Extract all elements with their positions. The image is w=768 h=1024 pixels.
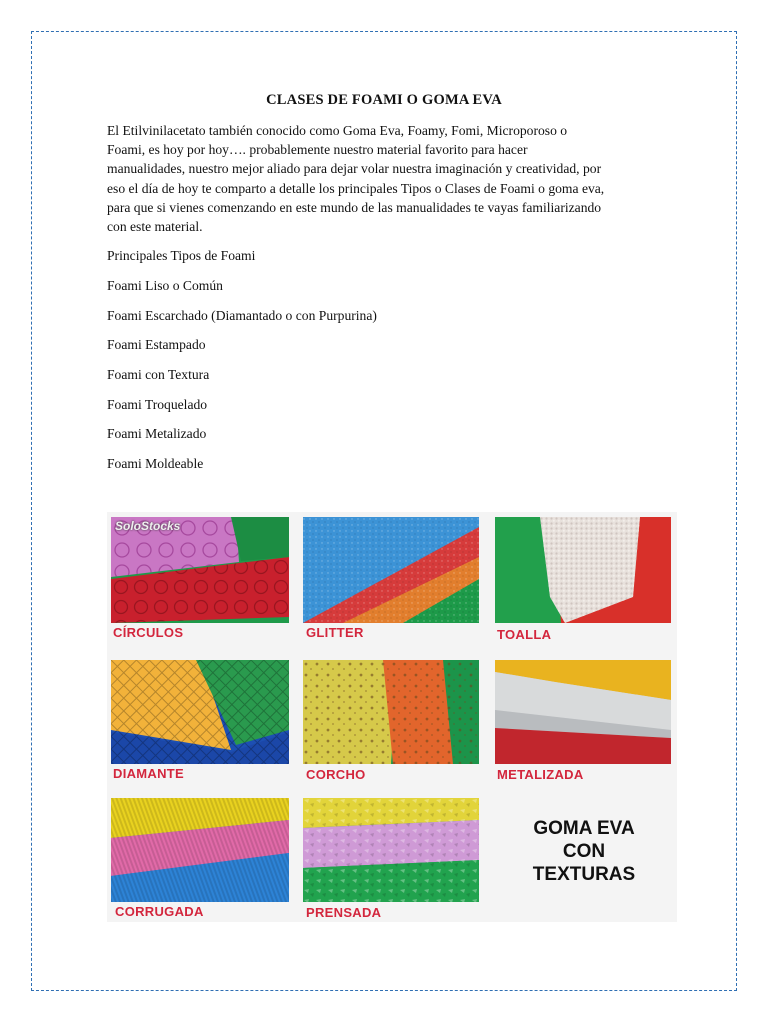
label-glitter: GLITTER — [306, 625, 364, 640]
type-item-textura: Foami con Textura — [107, 367, 210, 382]
tile-toalla — [495, 517, 671, 623]
watermark: SoloStocks — [115, 519, 181, 533]
intro-line: con este material. — [107, 219, 203, 235]
type-item-metalizado: Foami Metalizado — [107, 426, 207, 441]
promo-line: TEXTURAS — [532, 864, 636, 885]
tile-circulos — [111, 517, 289, 623]
intro-line: eso el día de hoy te comparto a detalle los principales Tipos o Clases de Foami o goma eva, — [107, 180, 605, 196]
label-prensada: PRENSADA — [306, 905, 382, 920]
tile-corcho — [303, 660, 479, 764]
label-corcho: CORCHO — [306, 767, 366, 782]
tile-glitter — [303, 517, 479, 623]
label-toalla: TOALLA — [497, 627, 552, 642]
intro-line: manualidades, nuestro mejor aliado para dejar volar nuestra imaginación y creatividad, por — [107, 161, 602, 177]
type-item-estampado: Foami Estampado — [107, 337, 206, 352]
promo-text — [495, 817, 673, 886]
tile-diamante — [111, 660, 289, 764]
tile-metalizada — [495, 660, 671, 764]
intro-line: para que si vienes comenzando en este mundo de las manualidades te vayas familiarizando — [107, 199, 602, 215]
type-item-escarchado: Foami Escarchado (Diamantado o con Purpurina) — [107, 308, 377, 323]
label-corrugada: CORRUGADA — [115, 904, 204, 919]
type-item-liso: Foami Liso o Común — [107, 278, 223, 293]
promo-line: CON — [562, 841, 606, 862]
tile-corrugada — [111, 798, 289, 902]
type-item-troquelado: Foami Troquelado — [107, 397, 208, 412]
intro-paragraph — [107, 121, 662, 236]
label-metalizada: METALIZADA — [497, 767, 584, 782]
document-title: CLASES DE FOAMI O GOMA EVA — [266, 92, 502, 108]
type-item-moldeable: Foami Moldeable — [107, 456, 204, 471]
tile-prensada — [303, 798, 479, 902]
intro-line: Foami, es hoy por hoy…. probablemente nuestro material favorito para hacer — [107, 142, 528, 158]
subheading: Principales Tipos de Foami — [107, 248, 256, 263]
label-circulos: CÍRCULOS — [113, 625, 184, 640]
intro-line: El Etilvinilacetato también conocido como Goma Eva, Foamy, Fomi, Microporoso o — [107, 123, 568, 138]
promo-line: GOMA EVA — [533, 818, 635, 839]
label-diamante: DIAMANTE — [113, 766, 185, 781]
foam-textures-image — [107, 512, 677, 922]
